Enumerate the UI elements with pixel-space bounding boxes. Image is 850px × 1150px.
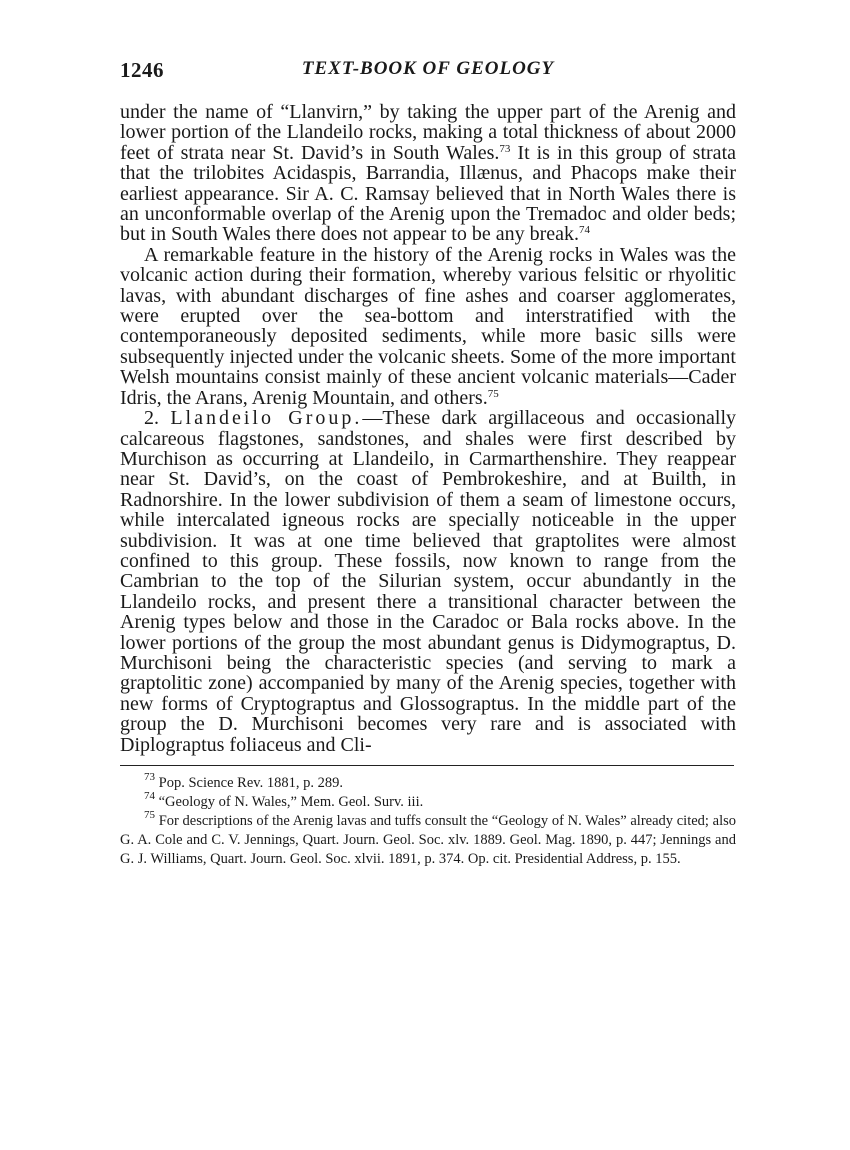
paragraph-text: under the name of “Llanvirn,” by taking the upper part of the Arenig and lower portion of the Llandeilo rocks, making a total thickness of about 2000 feet of strata near St. David’s in South Wales.	[120, 101, 736, 164]
footnote-divider	[120, 765, 734, 766]
paragraph-text: —These dark argillaceous and occasionally calcareous flagstones, sandstones, and shales were first described by Murchison as occurring at Llandeilo, in Carmarthenshire. They reappear near St. David’s, on the coast of Pembrokeshire, and at Builth, in Radnorshire. In the lower subdivision of them a seam of limestone occurs, while intercalated igneous rocks are specially noticeable in the upper subdivision. It was at one time believed that graptolites were almost confined to this group. These fossils, now known to range from the Cambrian to the top of the Silurian system, occur abundantly in the Llandeilo rocks, and present there a transitional character between the Arenig types below and those in the Caradoc or Bala rocks above. In the lower portions of the group the most abundant genus is Didymograptus, D. Murchisoni being the characteristic species (and serving to mark a graptolitic zone) accompanied by many of the Arenig species, together with new forms of Cryptograptus and Glossograptus. In the middle part of the group the D. Murchisoni becomes very rare and is associated with Diplograptus foliaceus and Cli-	[120, 407, 737, 756]
paragraph-llandeilo-group	[120, 408, 736, 755]
running-head	[120, 58, 736, 92]
footnote	[120, 771, 736, 793]
book-page	[120, 58, 736, 869]
footnote-number: 75	[144, 809, 155, 821]
paragraph-arenig-volcanics	[120, 245, 736, 408]
paragraph-text: It is in this group of strata that the trilobites Acidaspis, Barrandia, Illænus, and Phacops make their earliest appearance. Sir A. C. Ramsay believed that in North Wales there is an unconformable overlap of the Arenig upon the Tremadoc and older beds; but in South Wales there does not appear to be any break.	[120, 141, 736, 246]
paragraph-text: A remarkable feature in the history of the Arenig rocks in Wales was the volcanic action during their formation, whereby various felsitic or rhyolitic lavas, with abundant discharges of fine ashes and coarser agglomerates, were erupted over the sea-bottom and interstratified with the contemporaneously deposited sediments, while more basic sills were subsequently injected under the volcanic sheets. Some of the more important Welsh mountains consist mainly of these ancient volcanic materials—Cader Idris, the Arans, Arenig Mountain, and others.	[120, 243, 736, 409]
footnote-number: 74	[144, 790, 155, 802]
section-number: 2.	[144, 407, 171, 430]
footnote	[120, 809, 736, 869]
section-heading: Llandeilo Group.	[170, 407, 363, 430]
footnotes	[120, 771, 736, 869]
footnote	[120, 790, 736, 812]
footnote-text: “Geology of N. Wales,” Mem. Geol. Surv. iii.	[158, 794, 424, 810]
footnote-ref: 75	[487, 387, 499, 400]
running-title: TEXT-BOOK OF GEOLOGY	[301, 58, 555, 79]
footnote-ref: 73	[499, 142, 511, 155]
page-number: 1246	[120, 58, 164, 82]
footnote-text: For descriptions of the Arenig lavas and tuffs consult the “Geology of N. Wales” already cited; also G. A. Cole and C. V. Jennings, Quart. Journ. Geol. Soc. xlv. 1889. Geol. Mag. 1890, p. 447; Jennings and G. J. Williams, Quart. Journ. Geol. Soc. xlvii. 1891, p. 374. Op. cit. Presidential Address, p. 155.	[120, 813, 736, 867]
body-text	[120, 102, 736, 755]
footnote-number: 73	[144, 771, 155, 783]
paragraph-llanvirn	[120, 102, 736, 245]
footnote-text: Pop. Science Rev. 1881, p. 289.	[158, 775, 343, 791]
footnote-ref: 74	[579, 224, 591, 237]
